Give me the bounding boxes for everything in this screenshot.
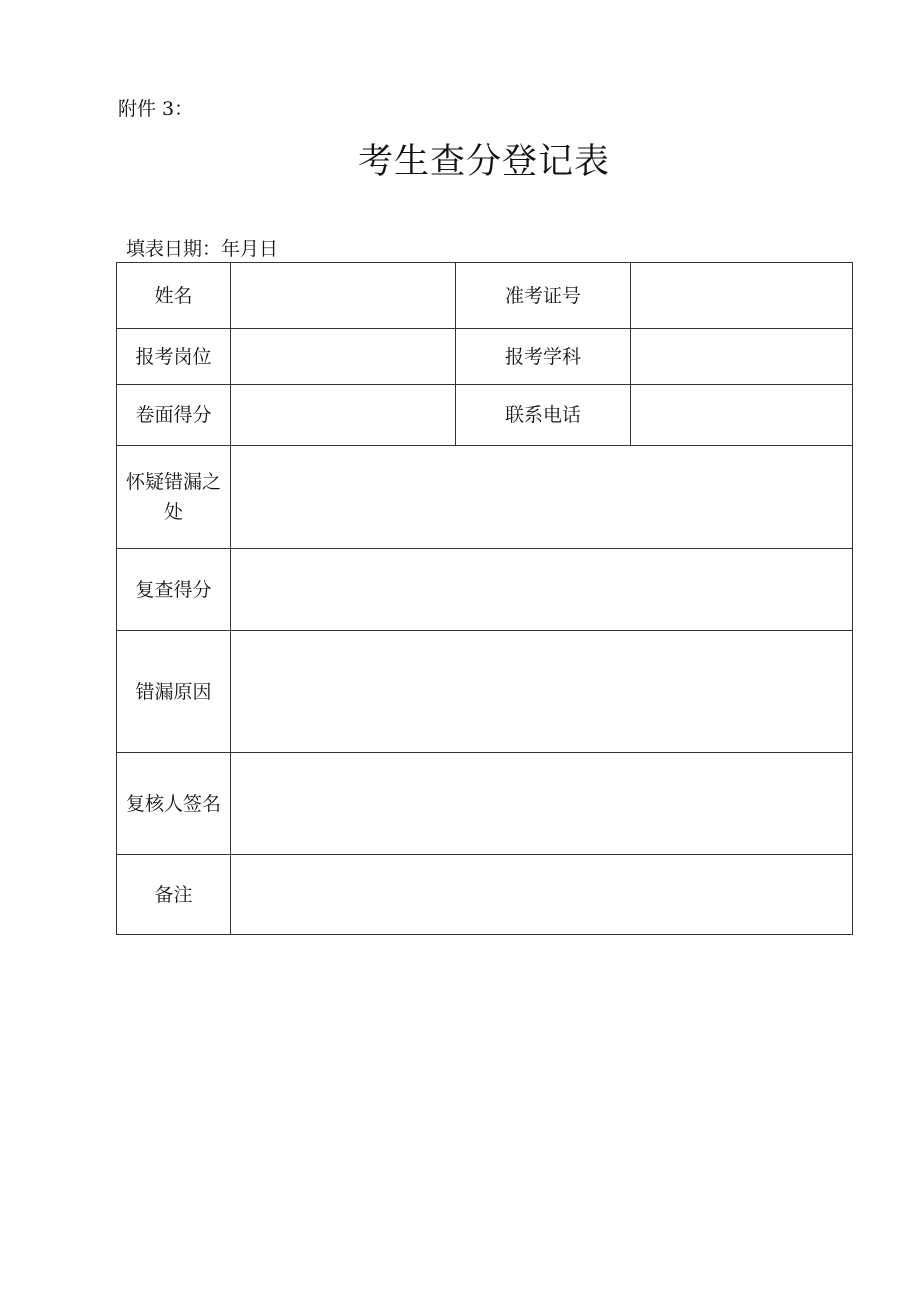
suspected-error-field[interactable] [231, 446, 853, 549]
registration-form [116, 262, 853, 935]
attachment-label: 附件 3： [118, 98, 194, 120]
page-title: 考生查分登记表 [357, 142, 610, 182]
phone-label: 联系电话 [456, 385, 631, 446]
reviewer-signature-field[interactable] [231, 753, 853, 855]
remarks-field[interactable] [231, 855, 853, 935]
error-reason-field[interactable] [231, 631, 853, 753]
subject-label: 报考学科 [456, 329, 631, 385]
position-field[interactable] [231, 329, 456, 385]
recheck-score-label: 复查得分 [117, 549, 231, 631]
error-reason-label: 错漏原因 [117, 631, 231, 753]
remarks-label: 备注 [117, 855, 231, 935]
suspected-error-label: 怀疑错漏之处 [117, 446, 231, 549]
phone-field[interactable] [631, 385, 853, 446]
reviewer-signature-label: 复核人签名 [117, 753, 231, 855]
admission-no-label: 准考证号 [456, 263, 631, 329]
position-label: 报考岗位 [117, 329, 231, 385]
recheck-score-field[interactable] [231, 549, 853, 631]
name-label: 姓名 [117, 263, 231, 329]
paper-score-field[interactable] [231, 385, 456, 446]
admission-no-field[interactable] [631, 263, 853, 329]
subject-field[interactable] [631, 329, 853, 385]
fill-date-label: 填表日期：年月日 [126, 238, 279, 260]
paper-score-label: 卷面得分 [117, 385, 231, 446]
name-field[interactable] [231, 263, 456, 329]
